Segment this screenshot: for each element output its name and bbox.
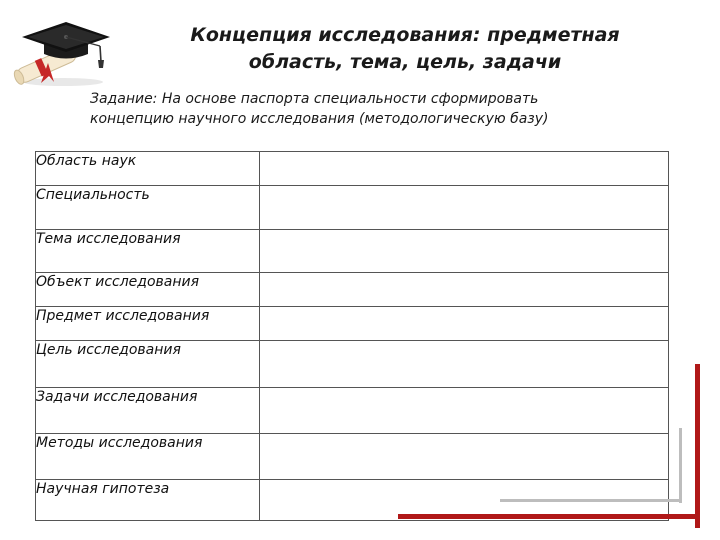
decor-red-vertical-bar xyxy=(695,364,700,528)
row-label: Задачи исследования xyxy=(36,388,260,434)
row-label: Тема исследования xyxy=(36,230,260,273)
row-label: Предмет исследования xyxy=(36,307,260,341)
task-line-2: концепцию научного исследования (методологическую базу) xyxy=(90,111,549,127)
table-row xyxy=(36,230,669,273)
table-row xyxy=(36,307,669,341)
row-label: Объект исследования xyxy=(36,273,260,307)
table-row xyxy=(36,152,669,186)
page-title xyxy=(150,22,660,76)
row-label: Методы исследования xyxy=(36,434,260,480)
row-value[interactable] xyxy=(260,307,669,341)
row-value[interactable] xyxy=(260,230,669,273)
table-row xyxy=(36,341,669,388)
row-value[interactable] xyxy=(260,152,669,186)
decor-gray-vertical-line xyxy=(679,428,682,503)
row-value[interactable] xyxy=(260,388,669,434)
table-row xyxy=(36,388,669,434)
row-value[interactable] xyxy=(260,434,669,480)
decor-red-horizontal-bar xyxy=(398,514,700,519)
row-value[interactable] xyxy=(260,273,669,307)
table-row xyxy=(36,186,669,230)
row-label: Научная гипотеза xyxy=(36,480,260,521)
task-line-1: Задание: На основе паспорта специальности сформировать xyxy=(90,91,539,107)
graduation-cap-diploma-icon xyxy=(8,16,118,88)
table-row xyxy=(36,273,669,307)
row-label: Область наук xyxy=(36,152,260,186)
title-line-2: область, тема, цель, задачи xyxy=(248,51,562,73)
row-label: Цель исследования xyxy=(36,341,260,388)
table-row xyxy=(36,434,669,480)
concept-table xyxy=(35,151,669,521)
title-line-1: Концепция исследования: предметная xyxy=(190,24,620,46)
task-description xyxy=(90,89,690,129)
row-value[interactable] xyxy=(260,341,669,388)
row-label: Специальность xyxy=(36,186,260,230)
row-value[interactable] xyxy=(260,186,669,230)
decor-gray-horizontal-line xyxy=(500,499,682,502)
